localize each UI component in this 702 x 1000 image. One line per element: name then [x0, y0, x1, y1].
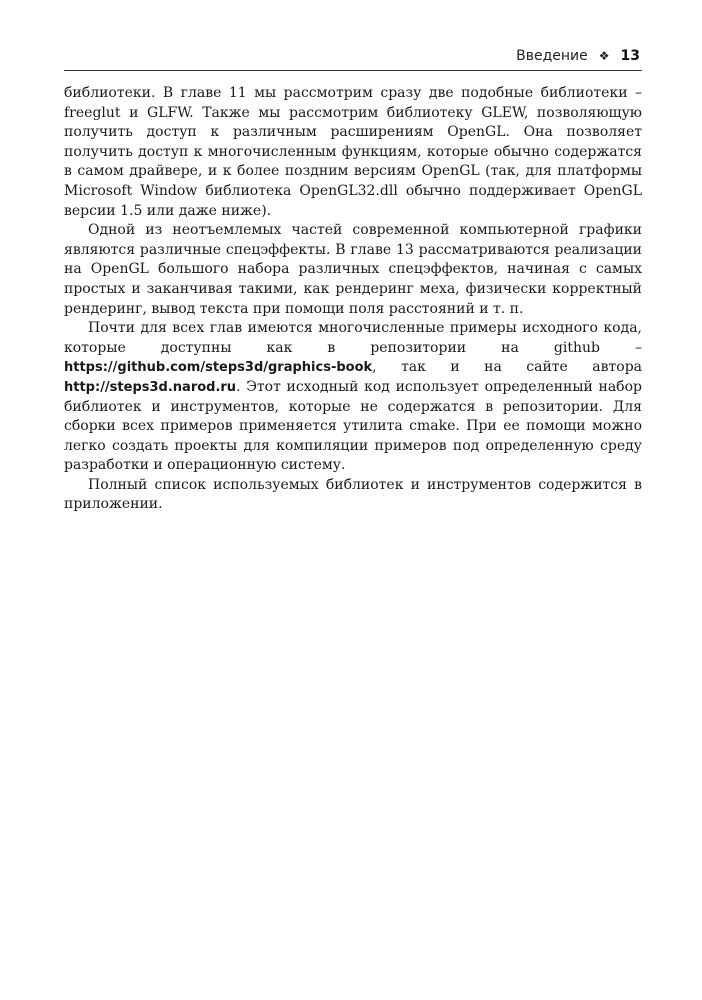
author-site-link[interactable]: http://steps3d.narod.ru [64, 379, 237, 395]
paragraph-1: библиотеки. В главе 11 мы рассмотрим сразу две подобные библиотеки – freeglut и GLFW. Также мы рассмотрим библиотеку GLEW, позволяющую получить доступ к различным расширениям OpenGL. Она позволяет получить доступ к многочисленным функциям, которые обычно содержатся в самом драйвере, и к более поздним версиям OpenGL (так, для платформы Microsoft Window библиотека OpenGL32.dll обычно поддерживает OpenGL версии 1.5 или даже ниже). [64, 85, 642, 219]
running-header-content [516, 48, 640, 64]
paragraph-3-text-a: Почти для всех глав имеются многочисленные примеры исходного кода, которые доступны как в репозитории на github – [64, 320, 642, 356]
paragraph-2: Одной из неотъемлемых частей современной компьютерной графики являются различные спецэффекты. В главе 13 рассматриваются реализации на OpenGL большого набора различных спецэффектов, начиная с самых простых и заканчивая такими, как рендеринг меха, физически корректный рендеринг, вывод текста при помощи поля расстояний и т. п. [64, 222, 642, 317]
running-header [64, 42, 642, 71]
page-number: 13 [620, 48, 640, 64]
ornament-icon: ❖ [598, 49, 610, 63]
paragraph-3-text-c: . Этот исходный код использует определенный набор библиотек и инструментов, которые не содержатся в репозитории. Для сборки всех примеров применяется утилита cmake. При ее помощи можно легко создать проекты для компиляции примеров под определенную среду разработки и операционную систему. [64, 378, 642, 474]
paragraph-3 [64, 319, 642, 476]
body-text [64, 84, 642, 515]
paragraph-3-text-b: , так и на сайте автора [372, 359, 642, 376]
github-link[interactable]: https://github.com/steps3d/graphics-book [64, 360, 373, 376]
paragraph-4: Полный список используемых библиотек и инструментов содержится в приложении. [64, 476, 642, 513]
section-title: Введение [516, 48, 588, 64]
